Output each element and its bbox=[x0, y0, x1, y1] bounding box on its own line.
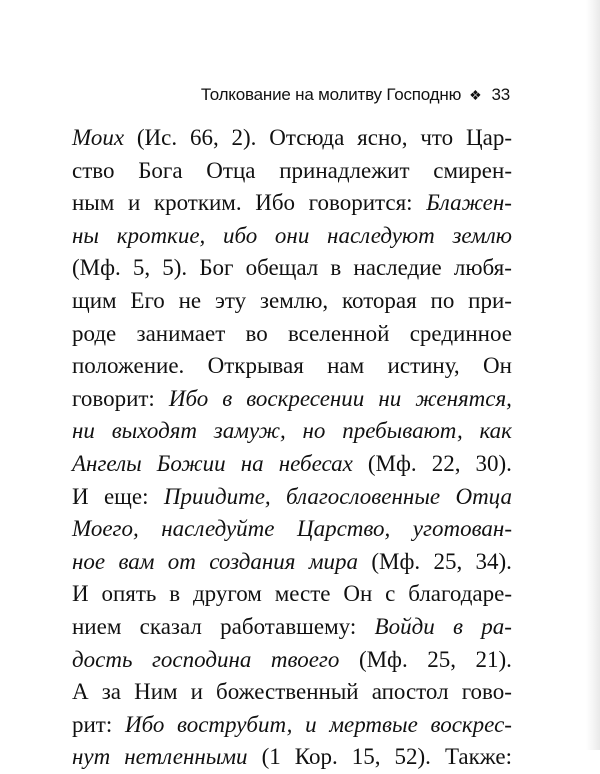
italic-word: ны bbox=[72, 222, 99, 248]
word: роде bbox=[72, 320, 117, 346]
word: 66, bbox=[189, 125, 219, 150]
word: Открывая bbox=[207, 353, 304, 379]
word: рит: bbox=[72, 711, 113, 737]
italic-word: они bbox=[274, 222, 310, 248]
page-number: 33 bbox=[491, 85, 510, 104]
word: 2). bbox=[231, 125, 257, 150]
text-line bbox=[72, 220, 512, 253]
italic-word: уготован- bbox=[412, 516, 512, 542]
text-line bbox=[72, 155, 512, 188]
word: Его bbox=[130, 287, 165, 313]
italic-word: Ангелы bbox=[72, 450, 142, 476]
word: (Мф. bbox=[371, 548, 421, 574]
italic-word: пребывают, bbox=[342, 418, 463, 444]
word: благодаре- bbox=[408, 581, 512, 607]
word: положение. bbox=[72, 353, 185, 379]
word: нам bbox=[327, 353, 365, 379]
running-header bbox=[192, 84, 510, 106]
italic-word: как bbox=[479, 418, 512, 444]
italic-word: господина bbox=[151, 646, 252, 672]
word: землю, bbox=[259, 287, 329, 313]
word: другом bbox=[192, 581, 262, 607]
word: срединное bbox=[409, 320, 512, 346]
word: А bbox=[72, 679, 89, 705]
italic-word: и bbox=[305, 711, 317, 737]
italic-word: твоего bbox=[270, 646, 340, 672]
word: гово- bbox=[461, 679, 512, 705]
word: ным bbox=[72, 190, 115, 216]
text-line bbox=[72, 578, 512, 611]
word: 25, bbox=[427, 646, 456, 672]
italic-word: замуж, bbox=[213, 418, 286, 444]
italic-word: создания bbox=[209, 548, 296, 574]
word: смирен- bbox=[433, 157, 512, 183]
italic-word: мертвые bbox=[329, 711, 418, 737]
word: 5). bbox=[162, 255, 188, 281]
word: что bbox=[420, 125, 454, 150]
word: 15, bbox=[351, 744, 381, 770]
word: 34). bbox=[475, 548, 512, 574]
word: сказал bbox=[139, 613, 202, 639]
italic-word: выходят bbox=[111, 418, 198, 444]
text-line bbox=[72, 252, 512, 285]
italic-word: ра- bbox=[481, 613, 512, 639]
word: 52). bbox=[394, 744, 431, 770]
word: 30). bbox=[475, 450, 512, 476]
text-line bbox=[72, 513, 512, 546]
word: (Мф. bbox=[367, 450, 417, 476]
word: ясно, bbox=[357, 125, 408, 150]
italic-word: дость bbox=[72, 646, 133, 672]
body-text bbox=[72, 122, 512, 774]
text-line bbox=[72, 187, 512, 220]
text-line bbox=[72, 709, 512, 742]
word: Отсюда bbox=[269, 125, 345, 150]
italic-word: Божии bbox=[156, 450, 226, 476]
word: (Мф. bbox=[358, 646, 408, 672]
word: еще: bbox=[103, 483, 149, 509]
word: божественный bbox=[216, 679, 359, 705]
ornament-icon: ❖ bbox=[469, 87, 482, 103]
word: (Мф. bbox=[72, 255, 121, 281]
word: обещал bbox=[245, 255, 319, 281]
italic-word: от bbox=[167, 548, 196, 574]
word: кротким. bbox=[153, 190, 242, 216]
text-line bbox=[72, 415, 512, 448]
italic-word: Блажен- bbox=[426, 190, 512, 216]
italic-word: небесах bbox=[278, 450, 353, 476]
word: любя- bbox=[453, 255, 512, 281]
italic-word: но bbox=[302, 418, 326, 444]
running-header-title: Толкование на молитву Господню bbox=[200, 85, 462, 104]
text-line bbox=[72, 318, 512, 351]
word: в bbox=[330, 255, 342, 281]
word: эту bbox=[214, 287, 247, 313]
italic-word: Моих bbox=[72, 125, 125, 150]
word: нием bbox=[72, 613, 122, 639]
text-line bbox=[72, 741, 512, 774]
word: истину, bbox=[387, 353, 460, 379]
word: Цар- bbox=[466, 125, 512, 150]
italic-word: Царство, bbox=[296, 516, 391, 542]
text-line bbox=[72, 546, 512, 579]
italic-word: кроткие, bbox=[116, 222, 206, 248]
word: и bbox=[127, 190, 141, 216]
word: щим bbox=[72, 287, 117, 313]
italic-word: наследуют bbox=[327, 222, 435, 248]
italic-word: нут bbox=[72, 744, 111, 770]
italic-word: ное bbox=[72, 548, 106, 574]
italic-word: Моего, bbox=[72, 516, 139, 542]
word: с bbox=[385, 581, 396, 607]
word: говорит: bbox=[72, 385, 155, 411]
italic-word: Отца bbox=[455, 483, 512, 509]
italic-word: мира bbox=[308, 548, 359, 574]
italic-word: женятся, bbox=[415, 385, 512, 411]
italic-word: ни bbox=[72, 418, 95, 444]
word: И bbox=[72, 581, 89, 607]
text-line bbox=[72, 644, 512, 677]
word: Бога bbox=[138, 157, 183, 183]
word: Кор. bbox=[294, 744, 338, 770]
word: Бог bbox=[199, 255, 234, 281]
italic-word: вострубит, bbox=[177, 711, 293, 737]
word: и bbox=[190, 679, 203, 705]
word: 25, bbox=[433, 548, 463, 574]
word: которая bbox=[341, 287, 417, 313]
text-line bbox=[72, 448, 512, 481]
text-line bbox=[72, 285, 512, 318]
word: ство bbox=[72, 157, 115, 183]
italic-word: наследуйте bbox=[161, 516, 275, 542]
text-line bbox=[72, 676, 512, 709]
italic-word: вам bbox=[118, 548, 155, 574]
word: опять bbox=[101, 581, 157, 607]
word: принадлежит bbox=[279, 157, 410, 183]
italic-word: ибо bbox=[222, 222, 258, 248]
word: И bbox=[72, 483, 89, 509]
italic-word: ни bbox=[378, 385, 402, 411]
word: наследие bbox=[353, 255, 442, 281]
word: работавшему: bbox=[220, 613, 357, 639]
word: Также: bbox=[444, 744, 512, 770]
text-line bbox=[72, 383, 512, 416]
word: (Ис. bbox=[136, 125, 178, 150]
text-line bbox=[72, 611, 512, 644]
word: при- bbox=[468, 287, 512, 313]
italic-word: Ибо bbox=[168, 385, 209, 411]
italic-word: нетленными bbox=[124, 744, 248, 770]
italic-word: в bbox=[222, 385, 233, 411]
italic-word: на bbox=[240, 450, 264, 476]
word: занимает bbox=[136, 320, 226, 346]
text-line bbox=[72, 481, 512, 514]
word: Он bbox=[343, 581, 373, 607]
word: Ибо bbox=[255, 190, 296, 216]
word: не bbox=[178, 287, 202, 313]
word: апостол bbox=[371, 679, 449, 705]
italic-word: в bbox=[453, 613, 463, 639]
word: говорится: bbox=[308, 190, 413, 216]
word: 22, bbox=[431, 450, 461, 476]
text-line bbox=[72, 350, 512, 383]
word: во bbox=[245, 320, 268, 346]
word: 5, bbox=[132, 255, 151, 281]
word: (1 bbox=[261, 744, 281, 770]
word: Отца bbox=[206, 157, 256, 183]
italic-word: землю bbox=[452, 222, 512, 248]
word: 21). bbox=[475, 646, 512, 672]
italic-word: Приидите, bbox=[163, 483, 271, 509]
italic-word: Войди bbox=[374, 613, 435, 639]
italic-word: воскрес- bbox=[430, 711, 512, 737]
word: в bbox=[169, 581, 181, 607]
italic-word: Ибо bbox=[124, 711, 165, 737]
italic-word: воскресении bbox=[246, 385, 365, 411]
word: вселенной bbox=[287, 320, 390, 346]
page-edge-shadow bbox=[586, 0, 600, 750]
word: по bbox=[430, 287, 455, 313]
word: Ним bbox=[134, 679, 178, 705]
word: месте bbox=[274, 581, 331, 607]
word: Он bbox=[483, 353, 512, 379]
italic-word: благословенные bbox=[286, 483, 441, 509]
word: за bbox=[101, 679, 121, 705]
text-line bbox=[72, 122, 512, 155]
